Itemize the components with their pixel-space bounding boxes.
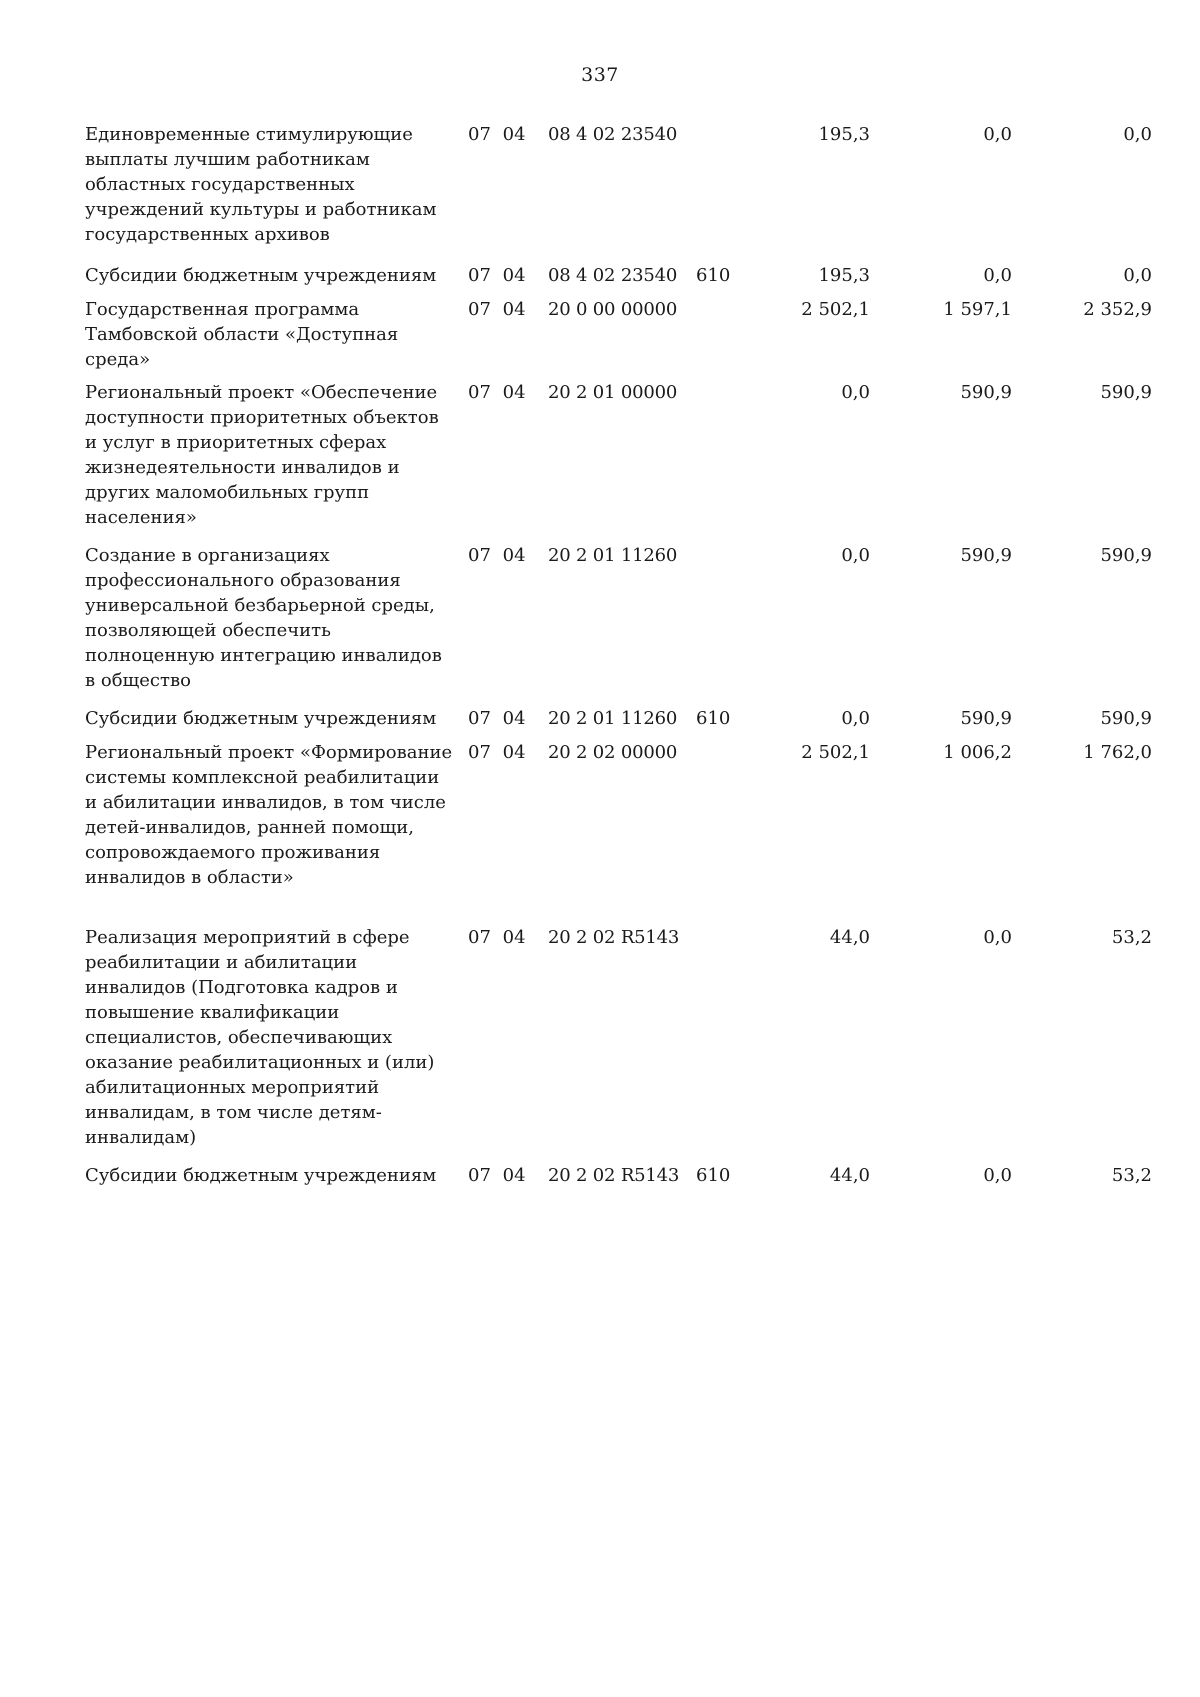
row-section-code: 07 04: [468, 927, 526, 948]
row-name: Субсидии бюджетным учреждениям: [85, 1165, 437, 1186]
row-name: Единовременные стимулирующие выплаты лучшим работникам областных государственных учреждений культуры и работникам государственных архивов: [85, 124, 437, 245]
row-expense-type: 610: [696, 708, 731, 729]
row-name: Реализация мероприятий в сфере реабилитации и абилитации инвалидов (Подготовка кадров и повышение квалификации специалистов, обеспечивающих оказание реабилитационных и (или) абилитационных мероприятий инвалидам, в том числе детям-инвалидам): [85, 927, 435, 1148]
row-target-code: 08 4 02 23540: [548, 265, 678, 286]
row-amount-2: 0,0: [983, 124, 1012, 145]
row-amount-1: 195,3: [818, 124, 870, 145]
row-name: Создание в организациях профессионального образования универсальной безбарьерной среды, позволяющей обеспечить полноценную интеграцию инвалидов в общество: [85, 545, 442, 691]
row-section-code: 07 04: [468, 1165, 526, 1186]
row-target-code: 20 2 02 R5143: [548, 927, 680, 948]
row-amount-3: 2 352,9: [1083, 299, 1152, 320]
row-amount-1: 195,3: [818, 265, 870, 286]
row-amount-1: 44,0: [829, 927, 870, 948]
row-amount-2: 590,9: [960, 708, 1012, 729]
row-amount-1: 2 502,1: [801, 299, 870, 320]
row-amount-1: 2 502,1: [801, 742, 870, 763]
row-amount-2: 590,9: [960, 545, 1012, 566]
row-amount-3: 590,9: [1100, 545, 1152, 566]
row-target-code: 20 2 01 11260: [548, 708, 678, 729]
row-amount-1: 0,0: [841, 382, 870, 403]
row-name: Региональный проект «Обеспечение доступности приоритетных объектов и услуг в приоритетных сферах жизнедеятельности инвалидов и других маломобильных групп населения»: [85, 382, 439, 528]
row-amount-2: 0,0: [983, 265, 1012, 286]
row-section-code: 07 04: [468, 124, 526, 145]
row-expense-type: 610: [696, 265, 731, 286]
row-amount-2: 1 597,1: [943, 299, 1012, 320]
row-section-code: 07 04: [468, 545, 526, 566]
row-amount-3: 0,0: [1123, 124, 1152, 145]
row-amount-3: 53,2: [1111, 927, 1152, 948]
row-section-code: 07 04: [468, 742, 526, 763]
row-target-code: 20 2 01 00000: [548, 382, 678, 403]
row-section-code: 07 04: [468, 708, 526, 729]
row-target-code: 20 2 02 R5143: [548, 1165, 680, 1186]
row-amount-3: 590,9: [1100, 382, 1152, 403]
row-target-code: 20 0 00 00000: [548, 299, 678, 320]
row-amount-2: 1 006,2: [943, 742, 1012, 763]
row-target-code: 20 2 01 11260: [548, 545, 678, 566]
row-target-code: 08 4 02 23540: [548, 124, 678, 145]
row-amount-3: 0,0: [1123, 265, 1152, 286]
row-name: Субсидии бюджетным учреждениям: [85, 265, 437, 286]
row-section-code: 07 04: [468, 265, 526, 286]
row-amount-1: 0,0: [841, 708, 870, 729]
row-section-code: 07 04: [468, 382, 526, 403]
row-name: Государственная программа Тамбовской области «Доступная среда»: [85, 299, 399, 370]
row-name: Региональный проект «Формирование системы комплексной реабилитации и абилитации инвалидов, в том числе детей-инвалидов, ранней помощи, сопровождаемого проживания инвалидов в области»: [85, 742, 453, 888]
row-amount-3: 53,2: [1111, 1165, 1152, 1186]
page-number: 337: [581, 64, 619, 86]
row-amount-2: 590,9: [960, 382, 1012, 403]
row-amount-3: 590,9: [1100, 708, 1152, 729]
row-section-code: 07 04: [468, 299, 526, 320]
row-amount-2: 0,0: [983, 927, 1012, 948]
row-name: Субсидии бюджетным учреждениям: [85, 708, 437, 729]
row-amount-3: 1 762,0: [1083, 742, 1152, 763]
row-target-code: 20 2 02 00000: [548, 742, 678, 763]
row-amount-2: 0,0: [983, 1165, 1012, 1186]
row-amount-1: 0,0: [841, 545, 870, 566]
row-amount-1: 44,0: [829, 1165, 870, 1186]
row-expense-type: 610: [696, 1165, 731, 1186]
